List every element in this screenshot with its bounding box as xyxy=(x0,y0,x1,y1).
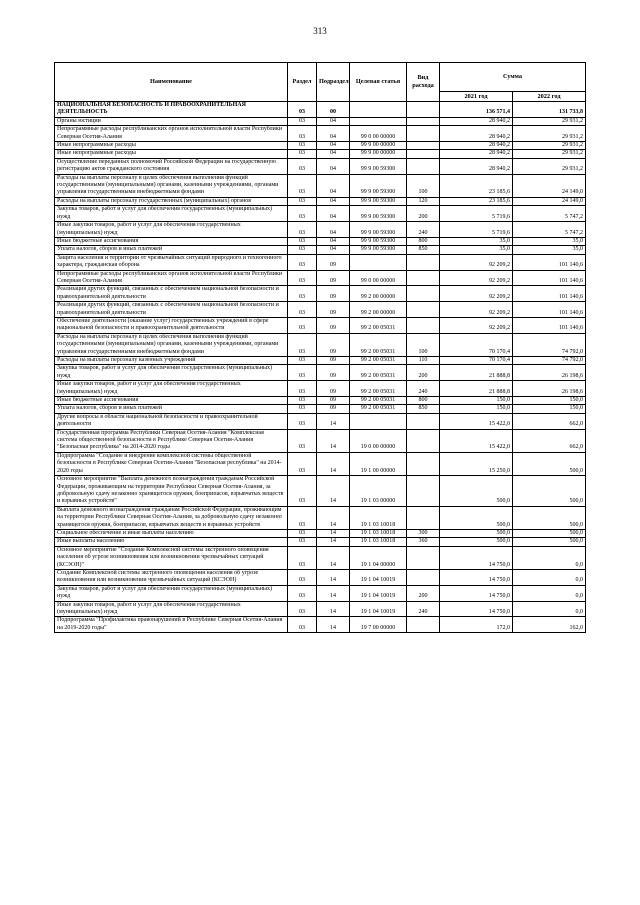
row-podrazdel: 09 xyxy=(317,254,350,270)
row-target-article xyxy=(350,413,407,429)
row-expense-type: 110 xyxy=(407,357,440,365)
row-sum-2022: 74 792,0 xyxy=(513,357,586,365)
row-expense-type xyxy=(407,158,440,174)
page-number: 313 xyxy=(313,26,327,36)
row-podrazdel: 09 xyxy=(317,286,350,302)
row-podrazdel: 14 xyxy=(317,546,350,569)
row-razdel: 03 xyxy=(288,529,317,537)
row-expense-type: 360 xyxy=(407,538,440,546)
row-expense-type: 240 xyxy=(407,601,440,617)
row-sum-2021: 28 940,2 xyxy=(440,158,513,174)
row-podrazdel: 04 xyxy=(317,150,350,158)
row-podrazdel: 14 xyxy=(317,413,350,429)
row-sum-2022: 5 747,2 xyxy=(513,206,586,222)
row-razdel: 03 xyxy=(288,601,317,617)
row-razdel: 03 xyxy=(288,397,317,405)
table-row xyxy=(55,270,586,286)
row-expense-type xyxy=(407,126,440,142)
table-body xyxy=(55,102,586,633)
row-podrazdel: 14 xyxy=(317,476,350,507)
table-row xyxy=(55,286,586,302)
row-name: НАЦИОНАЛЬНАЯ БЕЗОПАСНОСТЬ И ПРАВООХРАНИТЕЛЬНАЯ ДЕЯТЕЛЬНОСТЬ xyxy=(55,102,288,118)
row-target-article: 99 2 00 05031 xyxy=(350,397,407,405)
row-podrazdel: 04 xyxy=(317,237,350,245)
row-sum-2022: 101 140,6 xyxy=(513,302,586,318)
row-target-article: 19 1 03 00000 xyxy=(350,476,407,507)
row-name: Непрограммные расходы республиканских органов исполнительной власти Республики Северная Осетия-Алания xyxy=(55,126,288,142)
row-razdel: 03 xyxy=(288,546,317,569)
row-razdel: 03 xyxy=(288,617,317,633)
row-razdel: 03 xyxy=(288,429,317,452)
table-row xyxy=(55,381,586,397)
table-row xyxy=(55,317,586,333)
row-expense-type: 850 xyxy=(407,405,440,413)
row-sum-2021: 15 422,0 xyxy=(440,429,513,452)
row-podrazdel: 04 xyxy=(317,117,350,125)
row-razdel: 03 xyxy=(288,158,317,174)
header-podrazdel: Подраздел xyxy=(317,63,350,102)
row-name: Социальное обеспечение и иные выплаты населению xyxy=(55,529,288,537)
row-target-article: 19 1 00 00000 xyxy=(350,452,407,475)
row-target-article: 99 9 00 00000 xyxy=(350,150,407,158)
row-sum-2022: 150,0 xyxy=(513,405,586,413)
table-row xyxy=(55,117,586,125)
row-name: Основное мероприятие "Создание Комплексной системы экстренного оповещения населения об угрозе возникновения или возникновении чрезвычайных ситуаций (КСЭОН)" xyxy=(55,546,288,569)
row-podrazdel: 14 xyxy=(317,529,350,537)
row-sum-2022: 24 149,0 xyxy=(513,197,586,205)
row-sum-2022: 0,0 xyxy=(513,585,586,601)
row-target-article: 99 0 00 00000 xyxy=(350,126,407,142)
row-podrazdel: 14 xyxy=(317,452,350,475)
row-target-article: 99 2 00 05031 xyxy=(350,333,407,356)
row-razdel: 03 xyxy=(288,405,317,413)
row-razdel: 03 xyxy=(288,365,317,381)
row-expense-type: 200 xyxy=(407,365,440,381)
row-expense-type: 800 xyxy=(407,237,440,245)
table-row xyxy=(55,397,586,405)
row-sum-2021: 92 209,2 xyxy=(440,302,513,318)
row-podrazdel: 14 xyxy=(317,429,350,452)
row-name: Иные непрограммные расходы xyxy=(55,150,288,158)
row-name: Непрограммные расходы республиканских органов исполнительной власти Республики Северная Осетия-Алания xyxy=(55,270,288,286)
row-podrazdel: 04 xyxy=(317,158,350,174)
row-expense-type xyxy=(407,413,440,429)
row-sum-2021: 28 940,2 xyxy=(440,150,513,158)
row-podrazdel: 09 xyxy=(317,365,350,381)
row-razdel: 03 xyxy=(288,126,317,142)
row-expense-type: 300 xyxy=(407,529,440,537)
row-target-article: 19 7 00 00000 xyxy=(350,617,407,633)
row-sum-2021: 14 750,0 xyxy=(440,569,513,585)
row-sum-2021: 35,0 xyxy=(440,246,513,254)
row-razdel: 03 xyxy=(288,585,317,601)
row-razdel: 03 xyxy=(288,174,317,197)
row-sum-2021: 172,0 xyxy=(440,617,513,633)
row-podrazdel: 09 xyxy=(317,302,350,318)
row-sum-2022: 0,0 xyxy=(513,569,586,585)
row-sum-2022: 29 931,2 xyxy=(513,117,586,125)
row-sum-2022: 131 733,8 xyxy=(513,102,586,118)
header-name: Наименование xyxy=(55,63,288,102)
row-expense-type: 240 xyxy=(407,222,440,238)
row-razdel: 03 xyxy=(288,357,317,365)
row-sum-2022: 29 931,2 xyxy=(513,126,586,142)
row-razdel: 03 xyxy=(288,102,317,118)
table-row xyxy=(55,413,586,429)
row-expense-type xyxy=(407,254,440,270)
row-name: Обеспечение деятельности (оказание услуг) государственных учреждений в сфере национальной безопасности и правоохранительной деятельности xyxy=(55,317,288,333)
row-sum-2021: 136 571,4 xyxy=(440,102,513,118)
budget-table xyxy=(54,62,586,633)
row-sum-2022: 35,0 xyxy=(513,246,586,254)
row-sum-2021: 92 209,2 xyxy=(440,286,513,302)
row-expense-type xyxy=(407,286,440,302)
row-sum-2021: 21 888,8 xyxy=(440,365,513,381)
row-sum-2021: 21 888,8 xyxy=(440,381,513,397)
row-expense-type: 100 xyxy=(407,333,440,356)
row-target-article: 99 9 00 59300 xyxy=(350,222,407,238)
row-name: Закупка товаров, работ и услуг для обеспечения государственных (муниципальных) нужд xyxy=(55,365,288,381)
header-target-article: Целевая статья xyxy=(350,63,407,102)
row-expense-type xyxy=(407,569,440,585)
row-sum-2022: 500,0 xyxy=(513,538,586,546)
table-row xyxy=(55,476,586,507)
table-row xyxy=(55,237,586,245)
row-sum-2021: 500,0 xyxy=(440,529,513,537)
row-sum-2022: 662,0 xyxy=(513,429,586,452)
row-sum-2022: 26 198,6 xyxy=(513,365,586,381)
row-sum-2021: 150,0 xyxy=(440,397,513,405)
row-sum-2022: 0,0 xyxy=(513,546,586,569)
table-row xyxy=(55,142,586,150)
row-razdel: 03 xyxy=(288,476,317,507)
row-target-article: 19 1 03 10018 xyxy=(350,529,407,537)
row-sum-2022: 162,0 xyxy=(513,617,586,633)
row-sum-2022: 26 198,6 xyxy=(513,381,586,397)
row-expense-type xyxy=(407,546,440,569)
row-razdel: 03 xyxy=(288,452,317,475)
row-razdel: 03 xyxy=(288,142,317,150)
table-row xyxy=(55,126,586,142)
row-sum-2021: 5 719,6 xyxy=(440,222,513,238)
row-sum-2022: 29 931,2 xyxy=(513,158,586,174)
row-razdel: 03 xyxy=(288,302,317,318)
row-razdel: 03 xyxy=(288,246,317,254)
row-name: Иные бюджетные ассигнования xyxy=(55,397,288,405)
row-expense-type: 800 xyxy=(407,397,440,405)
header-sum: Сумма xyxy=(440,63,586,92)
row-podrazdel: 09 xyxy=(317,270,350,286)
row-sum-2021: 14 750,0 xyxy=(440,585,513,601)
row-expense-type xyxy=(407,270,440,286)
row-razdel: 03 xyxy=(288,150,317,158)
row-podrazdel: 14 xyxy=(317,585,350,601)
header-razdel: Раздел xyxy=(288,63,317,102)
table-row xyxy=(55,102,586,118)
row-name: Органы юстиции xyxy=(55,117,288,125)
row-podrazdel: 09 xyxy=(317,357,350,365)
row-target-article: 19 1 04 10019 xyxy=(350,585,407,601)
row-podrazdel: 04 xyxy=(317,142,350,150)
row-target-article xyxy=(350,102,407,118)
row-sum-2022: 101 140,6 xyxy=(513,254,586,270)
row-expense-type: 850 xyxy=(407,246,440,254)
row-razdel: 03 xyxy=(288,117,317,125)
table-row xyxy=(55,569,586,585)
row-name: Осуществление переданных полномочий Российской Федерации на государственную регистрацию актов гражданского состояния xyxy=(55,158,288,174)
row-name: Уплата налогов, сборов и иных платежей xyxy=(55,405,288,413)
row-podrazdel: 09 xyxy=(317,317,350,333)
row-sum-2021: 28 940,2 xyxy=(440,117,513,125)
row-name: Государственная программа Республики Северная Осетия-Алания "Комплексная система общественной безопасности в Республике Северная Осетия-Алания "Безопасная республика" на 2014-2020 годы xyxy=(55,429,288,452)
row-expense-type xyxy=(407,429,440,452)
row-target-article: 99 2 00 05031 xyxy=(350,317,407,333)
row-target-article: 99 0 00 00000 xyxy=(350,270,407,286)
row-name: Создание Комплексной системы экстренного оповещения населения об угрозе возникновения или возникновении чрезвычайных ситуаций (КСЭОН) xyxy=(55,569,288,585)
row-sum-2021: 15 422,0 xyxy=(440,413,513,429)
row-razdel: 03 xyxy=(288,317,317,333)
row-target-article: 99 9 00 59300 xyxy=(350,174,407,197)
row-podrazdel: 04 xyxy=(317,246,350,254)
table-row xyxy=(55,158,586,174)
header-year-2021: 2021 год xyxy=(440,92,513,102)
row-sum-2022: 150,0 xyxy=(513,397,586,405)
row-target-article: 99 2 00 00000 xyxy=(350,302,407,318)
row-razdel: 03 xyxy=(288,222,317,238)
row-podrazdel: 09 xyxy=(317,333,350,356)
row-sum-2022: 35,0 xyxy=(513,237,586,245)
table-row xyxy=(55,365,586,381)
row-podrazdel: 04 xyxy=(317,126,350,142)
row-sum-2021: 15 250,0 xyxy=(440,452,513,475)
row-target-article: 99 2 00 05031 xyxy=(350,405,407,413)
row-razdel: 03 xyxy=(288,333,317,356)
row-name: Другие вопросы в области национальной безопасности и правоохранительной деятельности xyxy=(55,413,288,429)
row-sum-2021: 150,0 xyxy=(440,405,513,413)
row-expense-type xyxy=(407,506,440,529)
row-name: Закупка товаров, работ и услуг для обеспечения государственных (муниципальных) нужд xyxy=(55,585,288,601)
row-sum-2021: 500,0 xyxy=(440,476,513,507)
row-name: Подпрограмма "Профилактика правонарушений в Республике Северная Осетия-Алания на 2019-2020 годы" xyxy=(55,617,288,633)
row-sum-2022: 74 792,0 xyxy=(513,333,586,356)
row-sum-2022: 101 140,6 xyxy=(513,286,586,302)
table-row xyxy=(55,333,586,356)
row-expense-type: 200 xyxy=(407,585,440,601)
row-expense-type xyxy=(407,102,440,118)
row-podrazdel: 14 xyxy=(317,601,350,617)
row-expense-type: 120 xyxy=(407,197,440,205)
row-razdel: 03 xyxy=(288,538,317,546)
row-razdel: 03 xyxy=(288,413,317,429)
table-header-row xyxy=(55,63,586,92)
row-name: Основное мероприятие "Выплата денежного вознаграждения гражданам Российской Федерации, проживающим на территории Республики Северная Осетия-Алания, за добровольную сдачу незаконно хранящегося оружия, боеприпасов, взрывчатых веществ и взрывных устройств" xyxy=(55,476,288,507)
row-podrazdel: 04 xyxy=(317,222,350,238)
row-sum-2022: 500,0 xyxy=(513,506,586,529)
row-name: Расходы на выплаты персоналу казенных учреждений xyxy=(55,357,288,365)
row-podrazdel: 04 xyxy=(317,206,350,222)
row-podrazdel: 14 xyxy=(317,569,350,585)
row-target-article: 99 9 00 59300 xyxy=(350,246,407,254)
table-row xyxy=(55,254,586,270)
table-row xyxy=(55,150,586,158)
row-target-article: 19 1 04 00000 xyxy=(350,546,407,569)
row-name: Иные выплаты населению xyxy=(55,538,288,546)
row-expense-type: 240 xyxy=(407,381,440,397)
row-target-article: 99 9 00 59300 xyxy=(350,237,407,245)
table-row xyxy=(55,538,586,546)
table-row xyxy=(55,302,586,318)
row-name: Реализация других функций, связанных с обеспечением национальной безопасности и правоохранительной деятельности xyxy=(55,302,288,318)
row-podrazdel: 14 xyxy=(317,506,350,529)
row-target-article: 99 2 00 05031 xyxy=(350,365,407,381)
row-sum-2021: 5 719,6 xyxy=(440,206,513,222)
row-razdel: 03 xyxy=(288,506,317,529)
row-expense-type xyxy=(407,302,440,318)
row-target-article: 99 9 00 59300 xyxy=(350,197,407,205)
row-target-article: 19 1 03 10018 xyxy=(350,538,407,546)
row-sum-2022: 24 149,0 xyxy=(513,174,586,197)
row-target-article: 19 1 03 10018 xyxy=(350,506,407,529)
row-name: Расходы на выплаты персоналу государственных (муниципальных) органов xyxy=(55,197,288,205)
table-row xyxy=(55,222,586,238)
table-row xyxy=(55,357,586,365)
row-sum-2021: 70 170,4 xyxy=(440,333,513,356)
row-podrazdel: 09 xyxy=(317,397,350,405)
row-razdel: 03 xyxy=(288,206,317,222)
row-podrazdel: 09 xyxy=(317,381,350,397)
table-row xyxy=(55,601,586,617)
row-name: Расходы на выплаты персоналу в целях обеспечения выполнения функций государственными (муниципальными) органами, казенными учреждениями, органами управления государственными внебюджетными фондами xyxy=(55,333,288,356)
row-target-article: 99 2 00 00000 xyxy=(350,286,407,302)
row-razdel: 03 xyxy=(288,569,317,585)
table-row xyxy=(55,452,586,475)
row-podrazdel: 14 xyxy=(317,538,350,546)
row-name: Иные закупки товаров, работ и услуг для обеспечения государственных (муниципальных) нужд xyxy=(55,381,288,397)
row-razdel: 03 xyxy=(288,381,317,397)
row-target-article: 99 2 00 05031 xyxy=(350,357,407,365)
row-podrazdel: 04 xyxy=(317,174,350,197)
row-podrazdel: 09 xyxy=(317,405,350,413)
row-sum-2022: 662,0 xyxy=(513,413,586,429)
row-target-article: 19 1 04 10019 xyxy=(350,601,407,617)
row-sum-2021: 14 750,0 xyxy=(440,601,513,617)
table-row xyxy=(55,429,586,452)
row-sum-2022: 500,0 xyxy=(513,476,586,507)
table-row xyxy=(55,617,586,633)
row-name: Расходы на выплаты персоналу в целях обеспечения выполнения функций государственными (муниципальными) органами, казенными учреждениями, органами управления государственными внебюджетными фондами xyxy=(55,174,288,197)
row-sum-2021: 14 750,0 xyxy=(440,546,513,569)
row-target-article: 99 9 00 00000 xyxy=(350,142,407,150)
row-sum-2021: 92 209,2 xyxy=(440,317,513,333)
row-target-article: 99 9 00 59300 xyxy=(350,158,407,174)
table-row xyxy=(55,174,586,197)
row-sum-2021: 23 185,6 xyxy=(440,197,513,205)
table-row xyxy=(55,585,586,601)
row-name: Реализация других функций, связанных с обеспечением национальной безопасности и правоохранительной деятельности xyxy=(55,286,288,302)
row-name: Иные закупки товаров, работ и услуг для обеспечения государственных (муниципальных) нужд xyxy=(55,601,288,617)
row-razdel: 03 xyxy=(288,254,317,270)
row-name: Выплата денежного вознаграждения гражданам Российской Федерации, проживающим на территории Республики Северная Осетия-Алания, за добровольную сдачу незаконно хранящегося оружия, боеприпасов, взрывчатых веществ и взрывных устройств xyxy=(55,506,288,529)
row-sum-2022: 0,0 xyxy=(513,601,586,617)
row-name: Защита населения и территории от чрезвычайных ситуаций природного и техногенного характера, гражданская оборона xyxy=(55,254,288,270)
row-sum-2022: 101 140,6 xyxy=(513,270,586,286)
row-target-article: 99 9 00 59300 xyxy=(350,206,407,222)
row-sum-2021: 500,0 xyxy=(440,506,513,529)
table-row xyxy=(55,546,586,569)
row-sum-2022: 500,0 xyxy=(513,529,586,537)
row-sum-2021: 500,0 xyxy=(440,538,513,546)
table-row xyxy=(55,197,586,205)
row-sum-2022: 5 747,2 xyxy=(513,222,586,238)
table-row xyxy=(55,246,586,254)
row-target-article: 19 1 04 10019 xyxy=(350,569,407,585)
row-razdel: 03 xyxy=(288,286,317,302)
row-name: Уплата налогов, сборов и иных платежей xyxy=(55,246,288,254)
row-expense-type xyxy=(407,476,440,507)
row-name: Иные закупки товаров, работ и услуг для обеспечения государственных (муниципальных) нужд xyxy=(55,222,288,238)
row-razdel: 03 xyxy=(288,237,317,245)
row-podrazdel: 00 xyxy=(317,102,350,118)
row-expense-type: 200 xyxy=(407,206,440,222)
row-sum-2021: 35,0 xyxy=(440,237,513,245)
header-year-2022: 2022 год xyxy=(513,92,586,102)
row-expense-type xyxy=(407,452,440,475)
row-razdel: 03 xyxy=(288,270,317,286)
row-name: Иные бюджетные ассигнования xyxy=(55,237,288,245)
row-expense-type xyxy=(407,317,440,333)
row-expense-type xyxy=(407,142,440,150)
row-razdel: 03 xyxy=(288,197,317,205)
row-sum-2021: 92 209,2 xyxy=(440,254,513,270)
table-row xyxy=(55,506,586,529)
row-sum-2021: 23 185,6 xyxy=(440,174,513,197)
row-target-article xyxy=(350,117,407,125)
row-sum-2022: 101 140,6 xyxy=(513,317,586,333)
header-expense-type: Вид расхода xyxy=(407,63,440,102)
row-podrazdel: 04 xyxy=(317,197,350,205)
row-name: Подпрограмма "Создание и внедрение комплексной системы общественной безопасности в Республике Северная Осетия-Алания "Безопасная республика" на 2014-2020 годы xyxy=(55,452,288,475)
row-sum-2021: 28 940,2 xyxy=(440,142,513,150)
row-sum-2021: 92 209,2 xyxy=(440,270,513,286)
row-name: Иные непрограммные расходы xyxy=(55,142,288,150)
row-target-article: 19 0 00 00000 xyxy=(350,429,407,452)
table-row xyxy=(55,405,586,413)
row-sum-2022: 29 931,2 xyxy=(513,150,586,158)
row-sum-2022: 500,0 xyxy=(513,452,586,475)
row-expense-type: 100 xyxy=(407,174,440,197)
row-sum-2022: 29 931,2 xyxy=(513,142,586,150)
row-name: Закупка товаров, работ и услуг для обеспечения государственных (муниципальных) нужд xyxy=(55,206,288,222)
row-expense-type xyxy=(407,150,440,158)
row-expense-type xyxy=(407,117,440,125)
row-sum-2021: 28 940,2 xyxy=(440,126,513,142)
row-podrazdel: 14 xyxy=(317,617,350,633)
row-target-article xyxy=(350,254,407,270)
row-sum-2021: 70 170,4 xyxy=(440,357,513,365)
table-row xyxy=(55,529,586,537)
row-expense-type xyxy=(407,617,440,633)
row-target-article: 99 2 00 05031 xyxy=(350,381,407,397)
table-row xyxy=(55,206,586,222)
